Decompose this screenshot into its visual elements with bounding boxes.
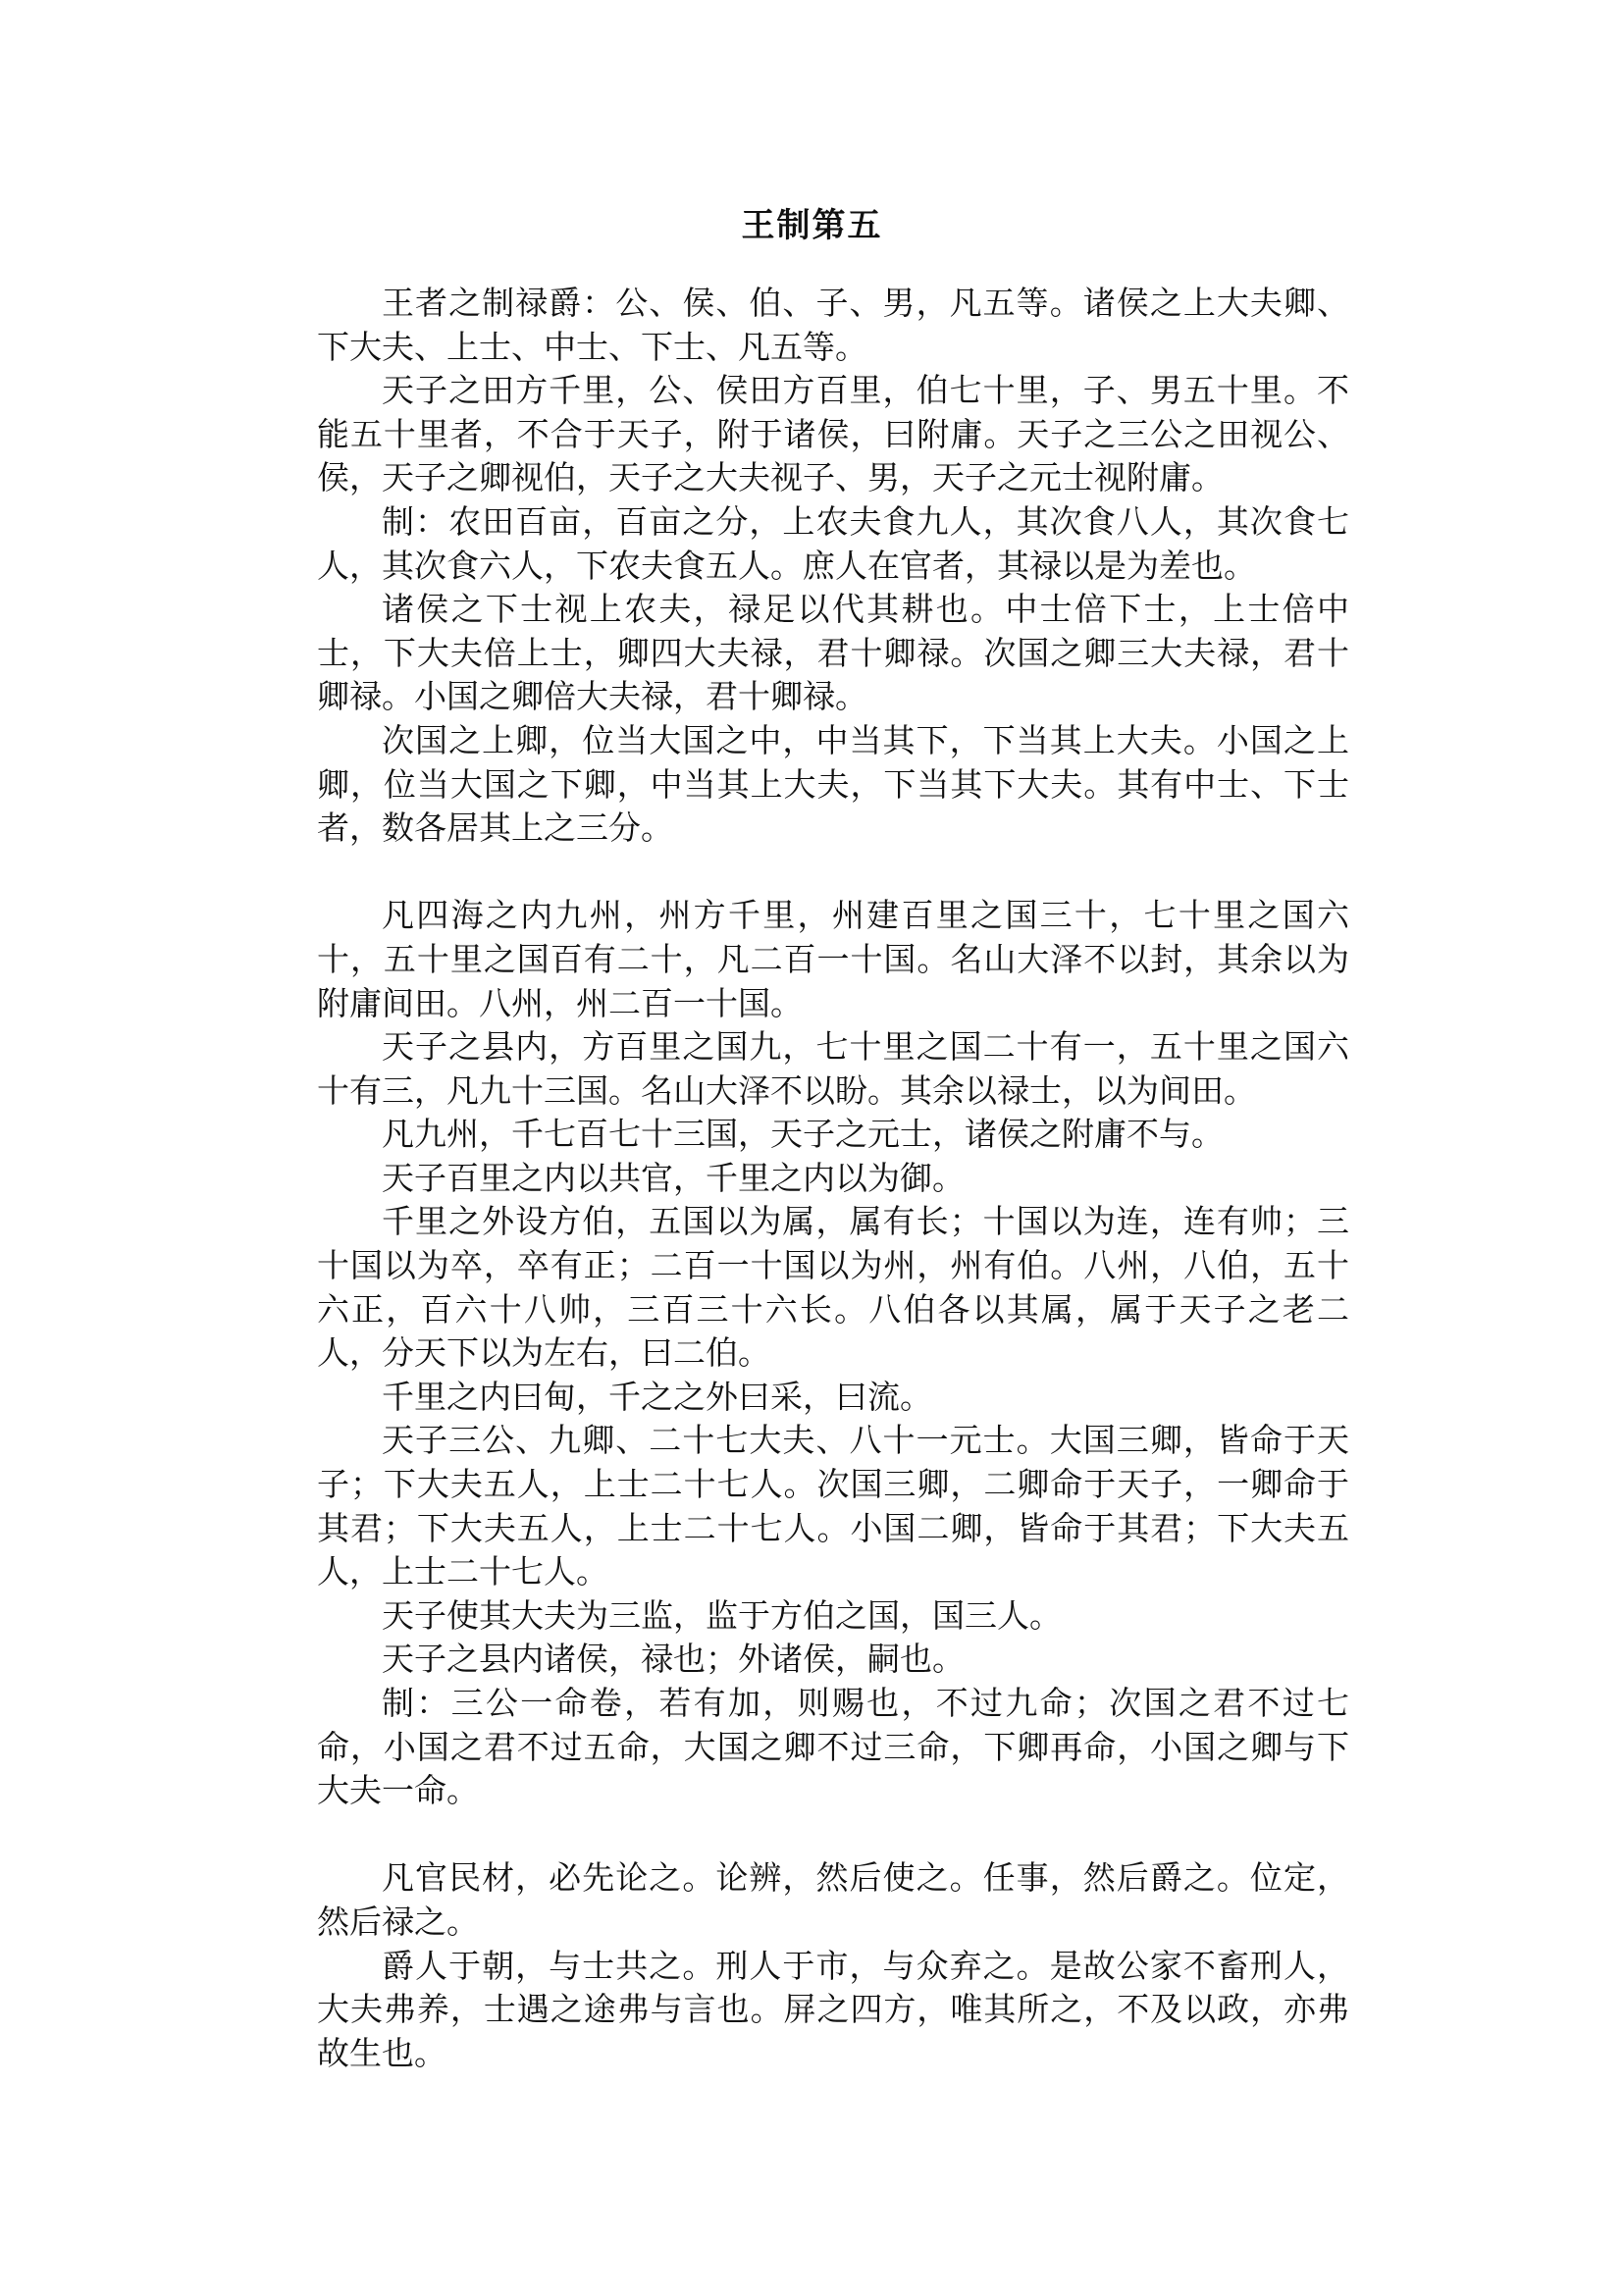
paragraph: 天子之田方千里，公、侯田方百里，伯七十里，子、男五十里。不能五十里者，不合于天子，附于诸侯，曰附庸。天子之三公之田视公、侯，天子之卿视伯，天子之大夫视子、男，天子之元士视附庸。 <box>317 371 1349 497</box>
paragraph: 天子百里之内以共官，千里之内以为御。 <box>382 1158 965 1197</box>
paragraph: 制：农田百亩，百亩之分，上农夫食九人，其次食八人，其次食七人，其次食六人，下农夫食五人。庶人在官者，其禄以是为差也。 <box>317 501 1349 585</box>
paragraph: 天子之县内，方百里之国九，七十里之国二十有一，五十里之国六十有三，凡九十三国。名山大泽不以盼。其余以禄士，以为间田。 <box>317 1027 1349 1110</box>
paragraph: 王者之制禄爵：公、侯、伯、子、男，凡五等。诸侯之上大夫卿、下大夫、上士、中士、下士、凡五等。 <box>317 284 1349 366</box>
page-title: 王制第五 <box>741 206 883 245</box>
document-body <box>317 282 1349 2075</box>
paragraph: 爵人于朝，与士共之。刑人于市，与众弃之。是故公家不畜刑人，大夫弗养，士遇之途弗与言也。屏之四方，唯其所之，不及以政，亦弗故生也。 <box>317 1946 1349 2072</box>
paragraph: 凡九州，千七百七十三国，天子之元士，诸侯之附庸不与。 <box>382 1115 1224 1154</box>
paragraph: 千里之外设方伯，五国以为属，属有长；十国以为连，连有帅；三十国以为卒，卒有正；二百一十国以为州，州有伯。八州，八伯，五十六正，百六十八帅，三百三十六长。八伯各以其属，属于天子之老二人，分天下以为左右，曰二伯。 <box>317 1202 1349 1373</box>
paragraph: 制：三公一命卷，若有加，则赐也，不过九命；次国之君不过七命，小国之君不过五命，大国之卿不过三命，下卿再命，小国之卿与下大夫一命。 <box>317 1684 1349 1810</box>
section-break <box>317 1813 1349 1857</box>
paragraph: 天子之县内诸侯，禄也；外诸侯，嗣也。 <box>382 1640 965 1679</box>
paragraph: 诸侯之下士视上农夫，禄足以代其耕也。中士倍下士，上士倍中士，下大夫倍上士，卿四大夫禄，君十卿禄。次国之卿三大夫禄，君十卿禄。小国之卿倍大夫禄，君十卿禄。 <box>317 590 1349 716</box>
paragraph: 千里之内曰甸，千之之外曰采，曰流。 <box>382 1377 932 1416</box>
section-break <box>317 851 1349 895</box>
paragraph: 天子三公、九卿、二十七大夫、八十一元士。大国三卿，皆命于天子；下大夫五人，上士二十七人。次国三卿，二卿命于天子，一卿命于其君；下大夫五人，上士二十七人。小国二卿，皆命于其君；下大夫五人，上士二十七人。 <box>317 1421 1349 1591</box>
paragraph: 天子使其大夫为三监，监于方伯之国，国三人。 <box>382 1595 1062 1635</box>
paragraph: 凡四海之内九州，州方千里，州建百里之国三十，七十里之国六十，五十里之国百有二十，凡二百一十国。名山大泽不以封，其余以为附庸间田。八州，州二百一十国。 <box>317 896 1349 1022</box>
paragraph: 次国之上卿，位当大国之中，中当其下，下当其上大夫。小国之上卿，位当大国之下卿，中当其上大夫，下当其下大夫。其有中士、下士者，数各居其上之三分。 <box>317 720 1349 848</box>
paragraph: 凡官民材，必先论之。论辨，然后使之。任事，然后爵之。位定，然后禄之。 <box>317 1858 1349 1941</box>
